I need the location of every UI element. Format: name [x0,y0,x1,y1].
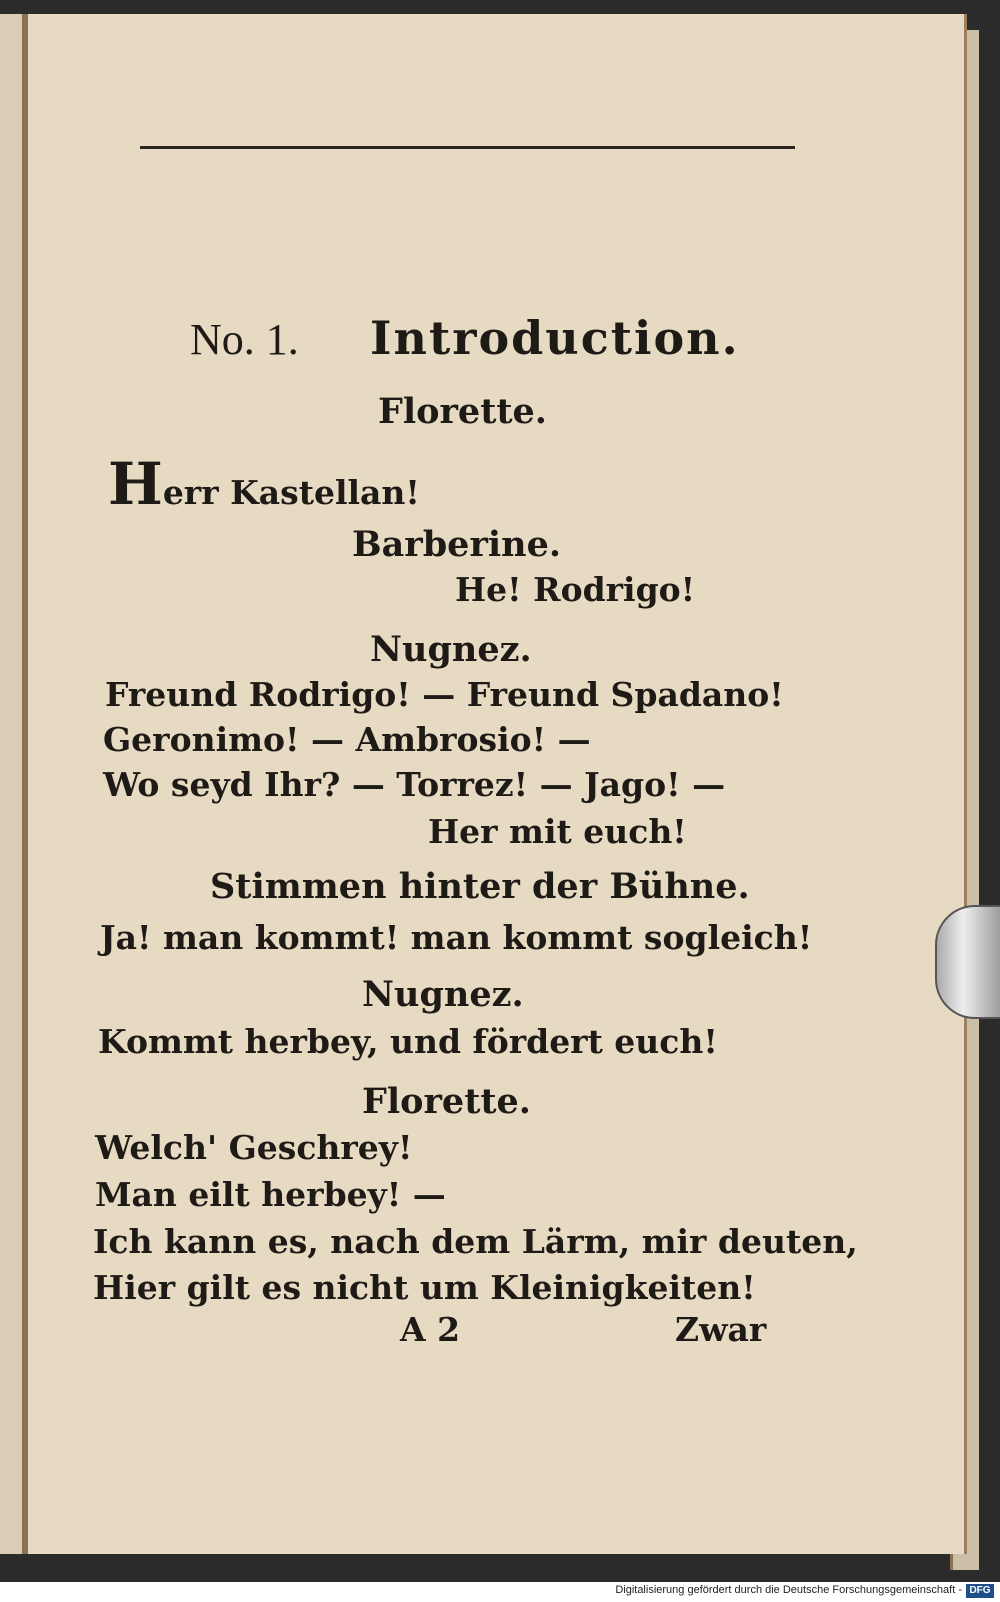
verse-line: Wo seyd Ihr? — Torrez! — Jago! — [103,765,726,804]
digitization-credit: Digitalisierung gefördert durch die Deutsche Forschungsgemeinschaft - [615,1584,962,1596]
verse-line: Kommt herbey, und fördert euch! [98,1022,718,1061]
verse-line: Her mit euch! [428,812,687,851]
verse-line: He! Rodrigo! [455,570,696,609]
speaker-nugnez: Nugnez. [362,974,524,1015]
speaker-nugnez: Nugnez. [370,629,532,670]
verse-line: Man eilt herbey! — [95,1175,446,1214]
verse-line: Geronimo! — Ambrosio! — [103,720,591,759]
catchword: Zwar [675,1310,767,1349]
verse-line: Freund Rodrigo! — Freund Spadano! [105,675,784,714]
speaker-florette: Florette. [378,391,547,432]
dfg-logo: DFG [966,1584,994,1598]
verse-line: Ich kann es, nach dem Lärm, mir deuten, [93,1222,858,1261]
speaker-stimmen: Stimmen hinter der Bühne. [210,866,750,907]
section-number: No. 1. [190,315,299,364]
verse-line: Ja! man kommt! man kommt sogleich! [100,918,813,957]
verse-line: Hier gilt es nicht um Kleinigkeiten! [93,1268,756,1307]
verse-line: Welch' Geschrey! [95,1128,413,1167]
section-title: Introduction. [370,311,740,365]
page-clip [935,905,1000,1019]
speaker-florette: Florette. [362,1081,531,1122]
verse-line [108,450,420,518]
verse-text: err Kastellan! [162,473,420,512]
signature-mark: A 2 [400,1310,461,1349]
drop-cap: H [108,450,163,518]
speaker-barberine: Barberine. [352,524,562,565]
header-rule [140,146,795,149]
